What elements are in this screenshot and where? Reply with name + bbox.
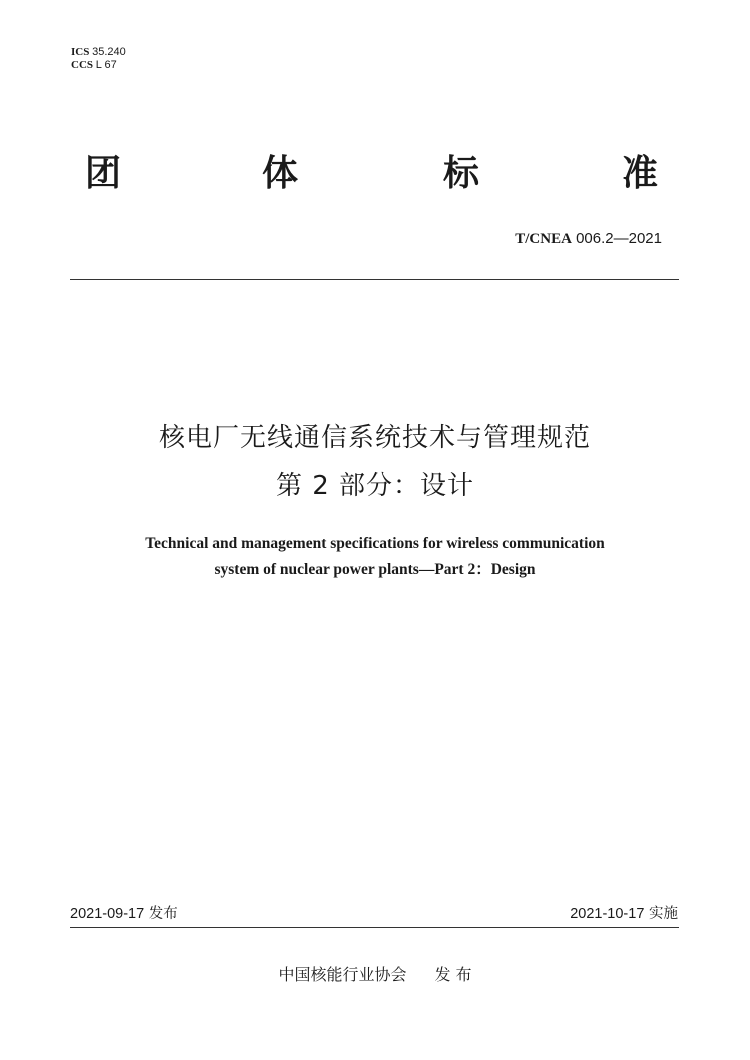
- header-divider: [70, 279, 679, 280]
- issuer-name: 中国核能行业协会: [278, 965, 407, 984]
- title-cn-line-1: 核电厂无线通信系统技术与管理规范: [158, 423, 591, 453]
- implement-date-value: 2021-10-17: [570, 906, 645, 922]
- issue-date: [70, 904, 178, 924]
- ccs-value: L 67: [95, 59, 117, 71]
- issuer: [0, 964, 750, 986]
- standard-type-char-4: 准: [622, 153, 659, 194]
- implement-date: [570, 904, 678, 924]
- standard-number: [515, 229, 662, 248]
- ics-code: [71, 46, 126, 59]
- title-cn-line-2: 第 2 部分：设计: [275, 471, 475, 501]
- classification-codes: [71, 46, 126, 72]
- standard-type-char-2: 体: [262, 153, 299, 194]
- ccs-label: CCS: [71, 59, 94, 71]
- standard-number-rest: 006.2—2021: [571, 230, 662, 247]
- ccs-code: [71, 59, 126, 72]
- implement-date-label: 实施: [644, 906, 678, 922]
- ics-label: ICS: [71, 46, 90, 58]
- footer-divider: [70, 927, 679, 928]
- ics-value: 35.240: [92, 46, 126, 58]
- issue-date-value: 2021-09-17: [70, 906, 145, 922]
- standard-type-heading: [70, 150, 670, 202]
- issue-date-label: 发布: [144, 906, 178, 922]
- standard-type-char-3: 标: [443, 153, 480, 194]
- issuer-action: 发 布: [434, 965, 472, 984]
- standard-number-prefix: T/CNEA: [515, 231, 572, 247]
- title-en-line-1: Technical and management specifications for wireless communication: [145, 535, 605, 552]
- standard-type-char-1: 团: [85, 153, 122, 194]
- title-en-line-2: system of nuclear power plants—Part 2：Design: [214, 561, 536, 578]
